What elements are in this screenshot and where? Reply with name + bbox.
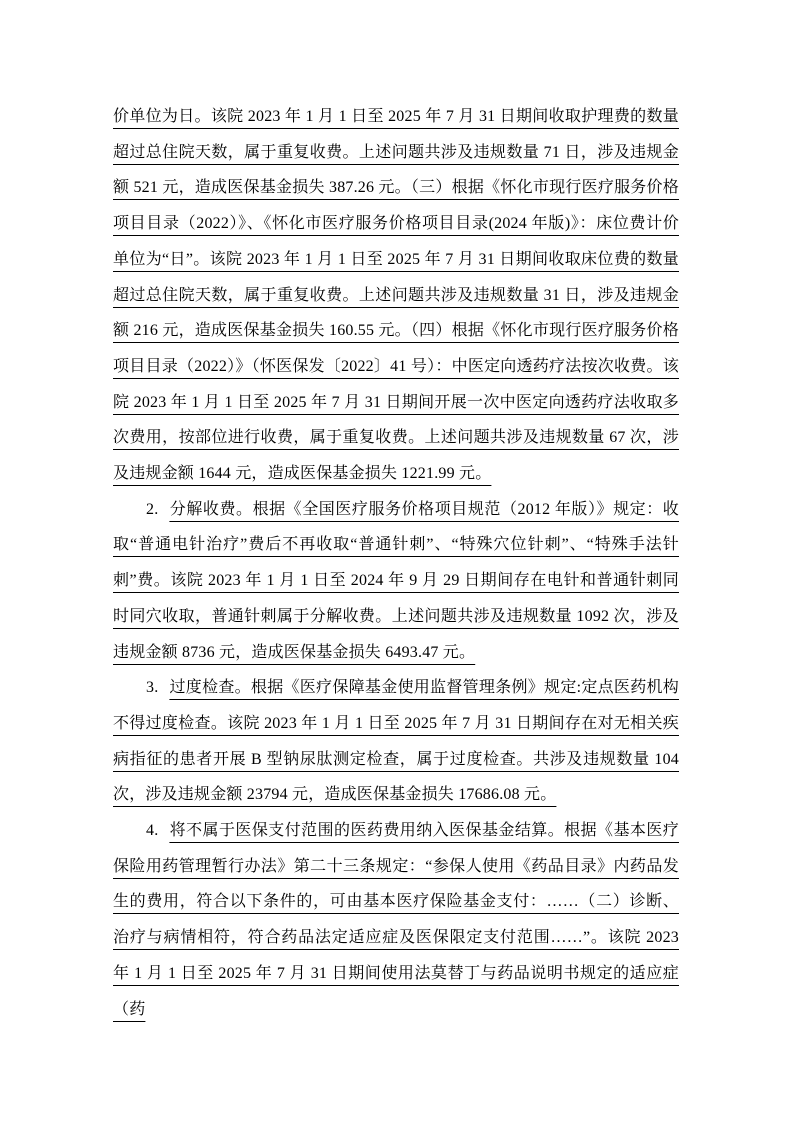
paragraph	[113, 670, 679, 813]
paragraph-number: 2.	[146, 500, 159, 518]
paragraph-text: 分解收费。根据《全国医疗服务价格项目规范（2012 年版）》规定：收取“普通电针治疗”费后不再收取“普通针刺”、“特殊穴位针刺”、“特殊手法针刺”费。该院 2023 年 1 月 1 日至 2024 年 9 月 29 日期间存在电针和普通针刺同时同穴收取，普通针刺属于分解收费。上述问题共涉及违规数量 1092 次，涉及违规金额 8736 元，造成医保基金损失 6493.47 元。	[113, 500, 679, 661]
paragraph	[113, 99, 679, 492]
paragraph-text: 过度检查。根据《医疗保障基金使用监督管理条例》规定:定点医药机构不得过度检查。该院 2023 年 1 月 1 日至 2025 年 7 月 31 日期间存在对无相关疾病指征的患者开展 B 型钠尿肽测定检查，属于过度检查。共涉及违规数量 104 次，涉及违规金额 23794 元，造成医保基金损失 17686.08 元。	[113, 679, 679, 804]
paragraph-text: 价单位为日。该院 2023 年 1 月 1 日至 2025 年 7 月 31 日期间收取护理费的数量超过总住院天数，属于重复收费。上述问题共涉及违规数量 71 日，涉及违规金额 521 元，造成医保基金损失 387.26 元。（三）根据《怀化市现行医疗服务价格项目目录（2022）》、《怀化市医疗服务价格项目目录(2024 年版)》：床位费计价单位为“日”。该院 2023 年 1 月 1 日至 2025 年 7 月 31 日期间收取床位费的数量超过总住院天数，属于重复收费。上述问题共涉及违规数量 31 日，涉及违规金额 216 元，造成医保基金损失 160.55 元。（四）根据《怀化市现行医疗服务价格项目目录（2022）》（怀医保发〔2022〕41 号）：中医定向透药疗法按次收费。该院 2023 年 1 月 1 日至 2025 年 7 月 31 日期间开展一次中医定向透药疗法收取多次费用，按部位进行收费，属于重复收费。上述问题共涉及违规数量 67 次，涉及违规金额 1644 元，造成医保基金损失 1221.99 元。	[113, 108, 679, 483]
paragraph-number: 3.	[146, 679, 159, 697]
paragraph	[113, 492, 679, 671]
paragraph-number: 4.	[146, 822, 159, 840]
document-body	[113, 99, 679, 1027]
paragraph	[113, 813, 679, 1027]
paragraph-text: 将不属于医保支付范围的医药费用纳入医保基金结算。根据《基本医疗保险用药管理暂行办法》第二十三条规定：“参保人使用《药品目录》内药品发生的费用，符合以下条件的，可由基本医疗保险基金支付：……（二）诊断、治疗与病情相符，符合药品法定适应症及医保限定支付范围……”。该院 2023 年 1 月 1 日至 2025 年 7 月 31 日期间使用法莫替丁与药品说明书规定的适应症（药	[113, 822, 679, 1018]
